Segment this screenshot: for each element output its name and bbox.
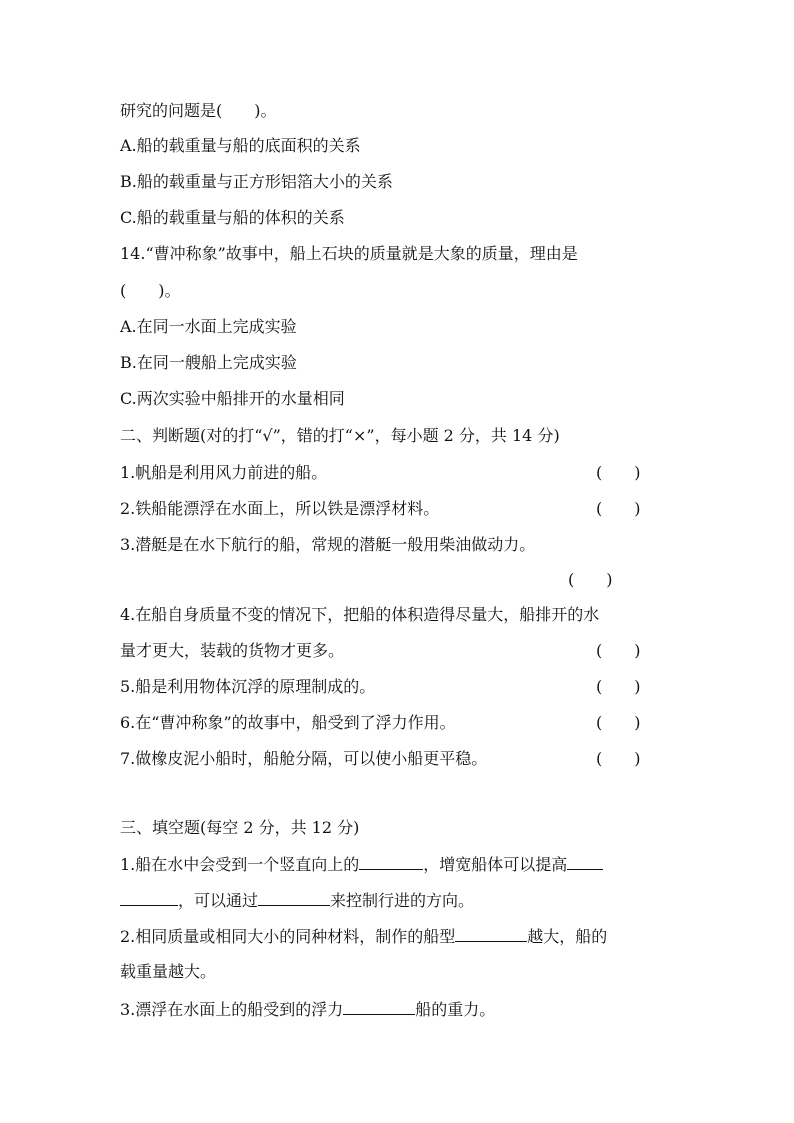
fill-q3-text-a: 3.漂浮在水面上的船受到的浮力 <box>120 1000 344 1019</box>
judge-item-7: 7.做橡皮泥小船时，船舱分隔，可以使小船更平稳。 <box>120 749 488 768</box>
fill-blank-4[interactable] <box>455 925 527 942</box>
fill-q1-text-b: ，增宽船体可以提高 <box>423 855 568 874</box>
fill-q1-text-a: 1.船在水中会受到一个竖直向上的 <box>120 855 360 874</box>
fill-q2-text-a: 2.相同质量或相同大小的同种材料，制作的船型 <box>120 927 456 946</box>
fill-q1-text-d: 来控制行进的方向。 <box>330 891 475 910</box>
q14-option-c: C.两次实验中船排开的水量相同 <box>120 389 345 408</box>
fill-question-1-line1 <box>120 853 603 876</box>
judge-item-6: 6.在“曹冲称象”的故事中，船受到了浮力作用。 <box>120 713 456 732</box>
fill-q1-text-c: ，可以通过 <box>178 891 259 910</box>
judge-answer-2: ( ) <box>596 499 641 518</box>
fill-question-2-line2: 载重量越大。 <box>120 962 217 981</box>
judge-item-5: 5.船是利用物体沉浮的原理制成的。 <box>120 677 376 696</box>
q14-answer-paren: ( )。 <box>120 281 181 300</box>
section2-title: 二、判断题(对的打“√”，错的打“×”，每小题 2 分，共 14 分) <box>120 426 560 445</box>
judge-item-4-line1: 4.在船自身质量不变的情况下，把船的体积造得尽量大，船排开的水 <box>120 605 600 624</box>
judge-answer-4: ( ) <box>596 641 641 660</box>
fill-blank-3[interactable] <box>258 889 330 906</box>
judge-answer-1: ( ) <box>596 463 641 482</box>
fill-q3-text-b: 船的重力。 <box>415 1000 496 1019</box>
section3-title: 三、填空题(每空 2 分，共 12 分) <box>120 818 360 837</box>
q14-stem: 14.“曹冲称象”故事中，船上石块的质量就是大象的质量，理由是 <box>120 244 578 263</box>
q13-option-b: B.船的载重量与正方形铝箔大小的关系 <box>120 172 393 191</box>
q13-option-a: A.船的载重量与船的底面积的关系 <box>120 136 361 155</box>
judge-item-3: 3.潜艇是在水下航行的船，常规的潜艇一般用柴油做动力。 <box>120 535 536 554</box>
judge-answer-5: ( ) <box>596 677 641 696</box>
fill-question-1-line2 <box>120 889 474 912</box>
judge-answer-6: ( ) <box>596 713 641 732</box>
fill-blank-1[interactable] <box>359 853 423 870</box>
judge-item-1: 1.帆船是利用风力前进的船。 <box>120 463 328 482</box>
q14-option-b: B.在同一艘船上完成实验 <box>120 353 297 372</box>
fill-question-3 <box>120 998 495 1021</box>
q14-option-a: A.在同一水面上完成实验 <box>120 317 297 336</box>
judge-answer-3: ( ) <box>568 570 613 589</box>
judge-answer-7: ( ) <box>596 749 641 768</box>
q13-option-c: C.船的载重量与船的体积的关系 <box>120 208 345 227</box>
fill-blank-2-part2[interactable] <box>120 889 178 906</box>
judge-item-2: 2.铁船能漂浮在水面上，所以铁是漂浮材料。 <box>120 499 440 518</box>
q13-stem-tail: 研究的问题是( )。 <box>120 101 277 120</box>
judge-item-4-line2: 量才更大，装载的货物才更多。 <box>120 641 345 660</box>
fill-blank-2-part1[interactable] <box>567 853 603 870</box>
fill-question-2-line1 <box>120 925 607 948</box>
fill-blank-5[interactable] <box>343 998 415 1015</box>
fill-q2-text-b: 越大，船的 <box>527 927 608 946</box>
